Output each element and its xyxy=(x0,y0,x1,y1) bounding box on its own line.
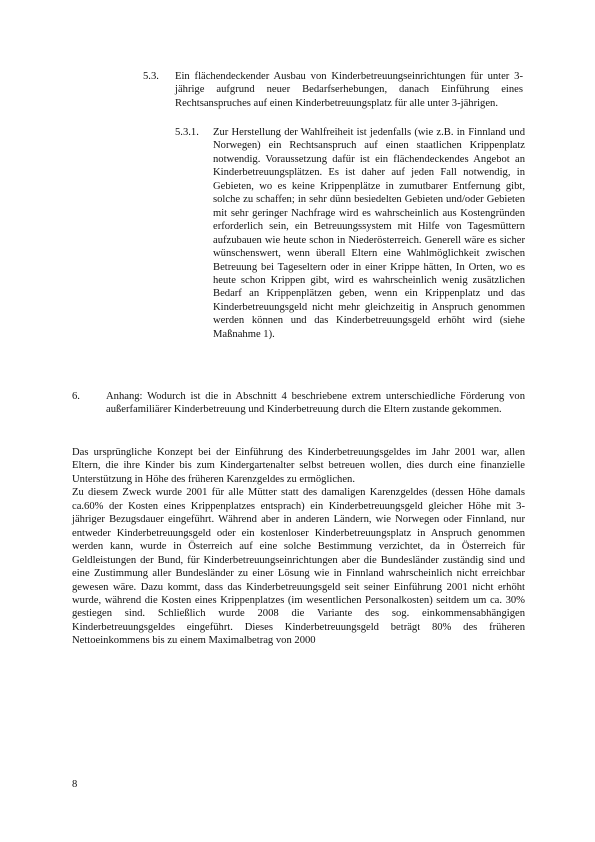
section-6-heading-text: Anhang: Wodurch ist die in Abschnitt 4 beschriebene extrem unterschiedliche Förderung von außerfamiliärer Kinderbetreuung und Kinderbetreuung durch die Eltern zustande gekommen. xyxy=(106,391,525,416)
body-paragraph-1: Das ursprüngliche Konzept bei der Einführung des Kinderbetreuungsgeldes im Jahr 2001 war, allen Eltern, die ihre Kinder bis zum Kindergartenalter selbst betreuen wollen, dies durch eine finanzielle Unterstützung in Höhe des früheren Karenzgeldes zu ermöglichen. xyxy=(72,447,525,485)
section-6-number: 6. xyxy=(72,391,80,402)
body-text xyxy=(72,446,525,648)
section-5-3-number: 5.3. xyxy=(143,71,159,82)
page-number: 8 xyxy=(72,779,78,790)
section-5-3-1-number: 5.3.1. xyxy=(175,127,199,138)
section-5-3-text: Ein flächendeckender Ausbau von Kinderbetreuungseinrichtungen für unter 3-jährige aufgrund neuer Bedarfserhebungen, danach Einführung eines Rechtsanspruches auf einen Kinderbetreuungsplatz für alle unter 3-jährigen. xyxy=(175,71,523,109)
body-paragraph-2: Zu diesem Zweck wurde 2001 für alle Mütter statt des damaligen Karenzgeldes (dessen Höhe damals ca.60% der Kosten eines Krippenplatzes entsprach) ein Kinderbetreuungsgeld gleicher Höhe mit 3-jähriger Bezugsdauer eingeführt. Während aber in anderen Ländern, wie Norwegen oder Finnland, nur entweder Kinderbetreuungsgeld oder ein kostenloser Kinderbetreuungsplatz in Anspruch genommen werden kann, wurde in Österreich auf eine solche Bestimmung verzichtet, da in Österreich für Geldleistungen der Bund, für Kinderbetreuungseinrichtungen aber die Bundesländer zuständig sind und eine Zustimmung aller Bundesländer zu einer Lösung wie in Finnland wahrscheinlich nicht erreichbar gewesen wäre. Dazu kommt, dass das Kinderbetreuungsgeld seit seiner Einführung 2001 nicht erhöht wurde, während die Kosten eines Krippenplatzes (im wesentlichen Personalkosten) seitdem um ca. 30% gestiegen sind. Schließlich wurde 2008 die Variante des sog. einkommensabhängigen Kinderbetreuungsgeldes eingeführt. Dieses Kinderbetreuungsgeld beträgt 80% des früheren Nettoeinkommens bis zu einem Maximalbetrag von 2000 xyxy=(72,487,525,647)
section-5-3-1-text: Zur Herstellung der Wahlfreiheit ist jedenfalls (wie z.B. in Finnland und Norwegen) ein Rechtsanspruch auf einen staatlichen Krippenplatz notwendig. Voraussetzung dafür ist ein flächendeckendes Angebot an Kinderbetreuungsplätzen. Es ist daher auf jeden Fall notwendig, in Gebieten, wo es keine Krippenplätze in zumutbarer Entfernung gibt, solche zu schaffen; in sehr dünn besiedelten Gebieten und/oder Gebieten mit sehr geringer Nachfrage wird es wahrscheinlich aus Kostengründen erforderlich sein, ein Betreuungssystem mit Hilfe von Tagesmüttern aufzubauen wie heute schon in Niederösterreich. Generell wäre es sicher wünschenswert, wenn überall Eltern eine Wahlmöglichkeit zwischen Betreuung bei Tageseltern oder in einer Krippe hätten, In Orten, wo es heute schon Krippen gibt, wird es wahrscheinlich wenig zusätzlichen Bedarf an Krippenplätzen geben, wenn ein Krippenplatz und das Kinderbetreuungsgeld nicht mehr gleichzeitig in Anspruch genommen werden können und das Kinderbetreuungsgeld erhöht wird (siehe Maßnahme 1). xyxy=(213,127,525,340)
